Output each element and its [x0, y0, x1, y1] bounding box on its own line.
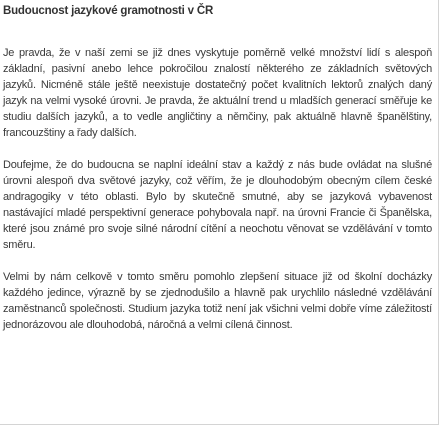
article-title: Budoucnost jazykové gramotnosti v ČR [3, 5, 214, 17]
article-body [3, 0, 432, 333]
paragraph-2: Doufejme, že do budoucna se naplní ideální stav a každý z nás bude ovládat na slušné úrovni alespoň dva světové jazyky, což věřím, že je dlouhodobým obecným cílem české andragogiky v této oblasti. Bylo by skutečně smutné, aby se jazyková vybavenost nastávající mladé perspektivní generace pohybovala např. na úrovni Francie či Španělska, které jsou známé pro svoje silné národní cítění a neochotu věnovat se vzdělávání v tomto směru. [3, 159, 432, 251]
paragraph-1: Je pravda, že v naší zemi se již dnes vyskytuje poměrně velké množství lidí s alespoň základní, pasivní anebo lehce pokročilou znalostí některého ze základních světových jazyků. Nicméně stále ještě neexistuje dostatečný počet kvalitních lektorů znalých daný jazyk na velmi vysoké úrovni. Je pravda, že aktuální trend u mladších generací směřuje ke studiu dalších jazyků, a to vedle angličtiny a němčiny, pak aktuálně hlavně španělštiny, francouzštiny a řady dalších. [3, 47, 432, 139]
paragraph-3: Velmi by nám celkově v tomto směru pomohlo zlepšení situace již od školní docházky každého jedince, výrazně by se zjednodušilo a hlavně pak urychlilo následné vzdělávání zaměstnanců společnosti. Studium jazyka totiž není jak všichni velmi dobře víme záležitostí jednorázovou ale dlouhodobá, náročná a velmi cílená činnost. [3, 271, 432, 331]
